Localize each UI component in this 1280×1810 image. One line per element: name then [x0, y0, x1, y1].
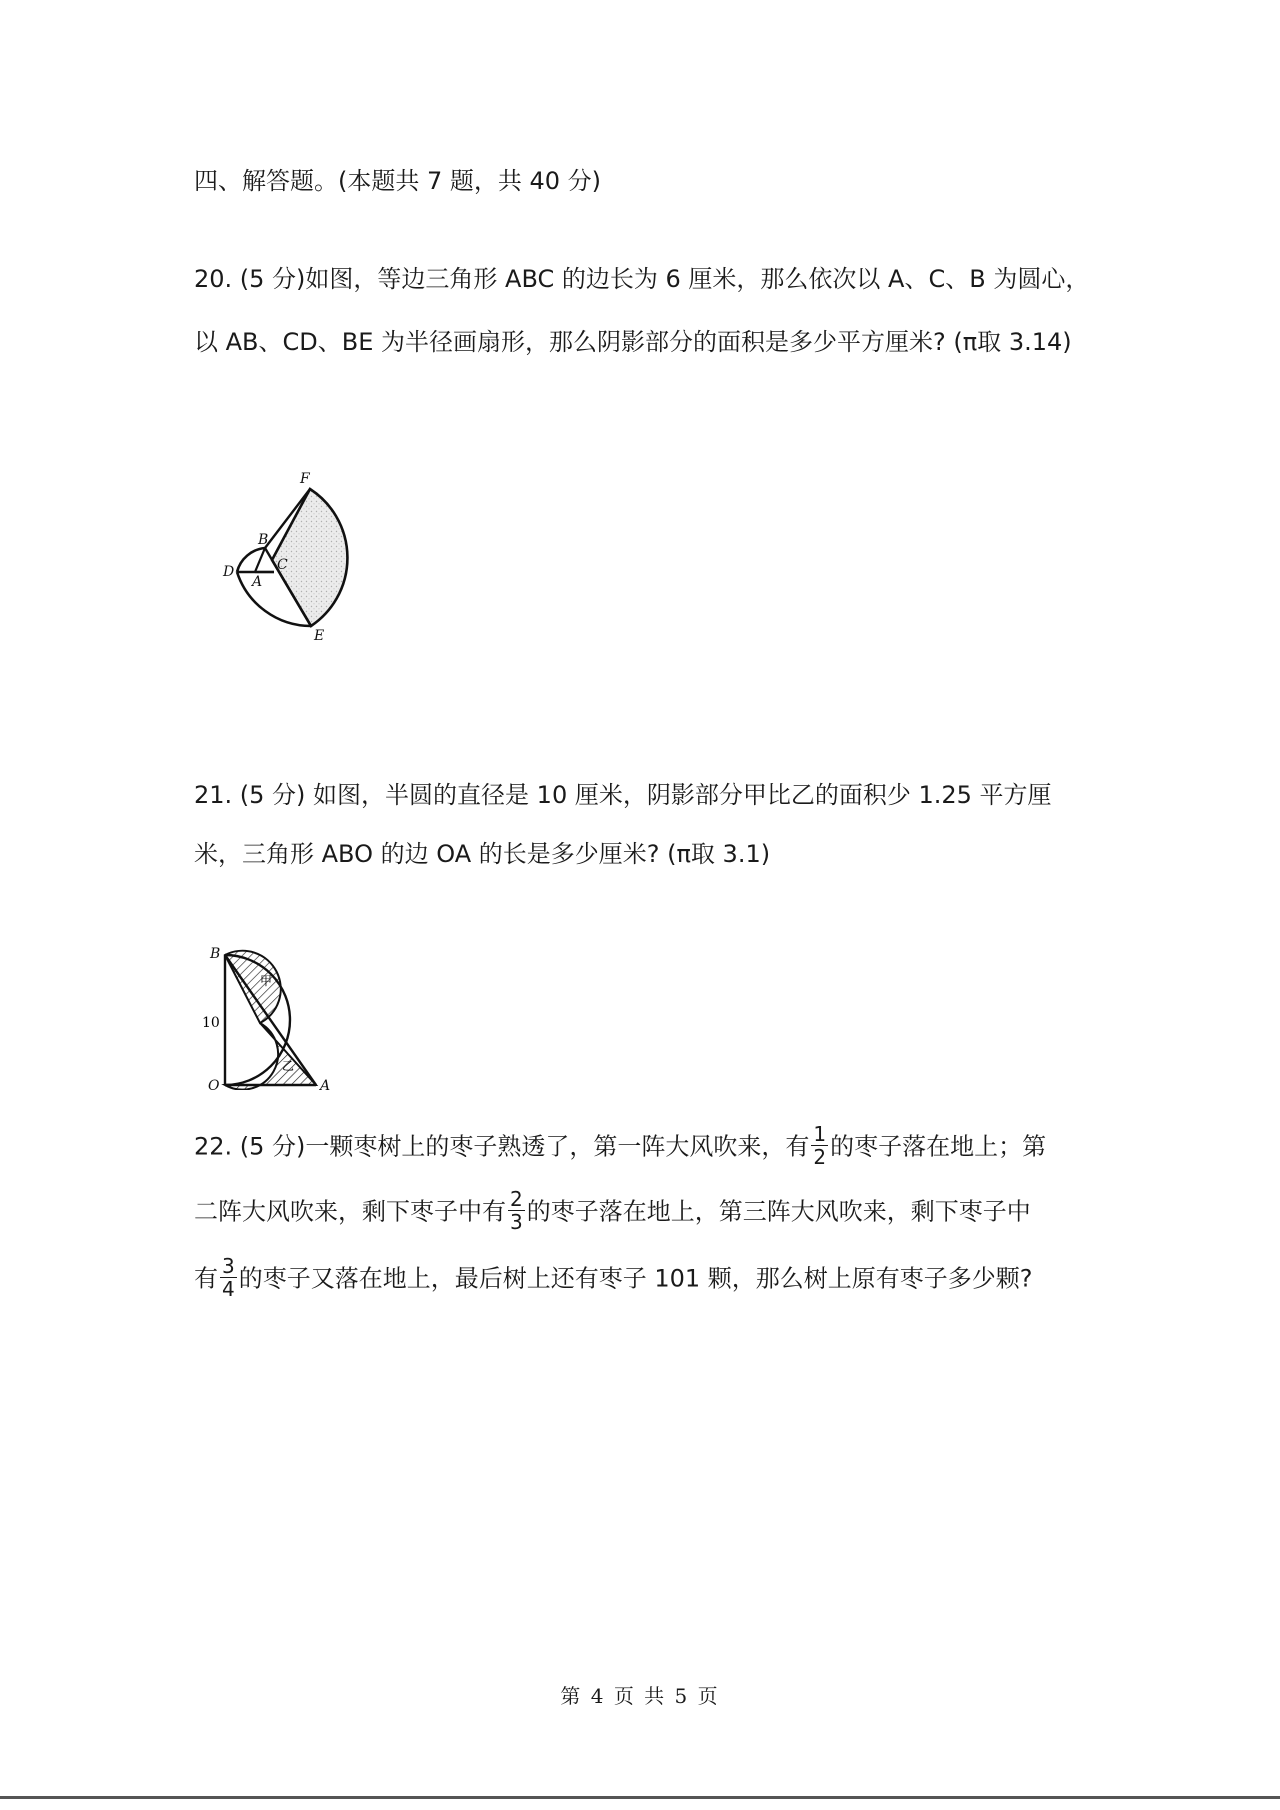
- q22-frac-1-num: 1: [813, 1122, 827, 1146]
- q20-text-line-2: 以 AB、CD、BE 为半径画扇形，那么阴影部分的面积是多少平方厘米? (π取 3.14): [194, 328, 1072, 356]
- bottom-border: [0, 1796, 1280, 1799]
- q20-label-c: C: [277, 557, 288, 573]
- q22-line-3-part-a: 有: [194, 1264, 218, 1293]
- q22-line-2-part-a: 二阵大风吹来，剩下枣子中有: [194, 1197, 506, 1226]
- q22-fraction-2: [508, 1188, 525, 1233]
- q20-text-line-1: 20. (5 分)如图，等边三角形 ABC 的边长为 6 厘米，那么依次以 A、C、B 为圆心，: [194, 265, 1090, 293]
- q20-label-a: A: [252, 574, 263, 590]
- q21-text-line-1: 21. (5 分) 如图，半圆的直径是 10 厘米，阴影部分甲比乙的面积少 1.25 平方厘: [194, 781, 1052, 809]
- q22-frac-2-num: 2: [510, 1187, 523, 1211]
- q20-label-e: E: [314, 628, 325, 644]
- q21-label-o: O: [208, 1078, 220, 1090]
- q22-fraction-3: [220, 1255, 237, 1300]
- q22-text-line-2: [194, 1187, 1031, 1235]
- q22-line-3-part-b: 的枣子又落在地上，最后树上还有枣子 101 颗，那么树上原有枣子多少颗?: [238, 1264, 1033, 1293]
- q20-label-b: B: [258, 532, 269, 548]
- q20-figure: [200, 465, 370, 650]
- section-title: 四、解答题。(本题共 7 题，共 40 分): [194, 167, 602, 195]
- q20-label-f: F: [300, 471, 310, 487]
- q22-text-line-1: [194, 1122, 1047, 1170]
- q22-fraction-1: [811, 1123, 828, 1168]
- q21-text-line-2: 米，三角形 ABO 的边 OA 的长是多少厘米? (π取 3.1): [194, 840, 771, 868]
- q21-label-jia: 甲: [260, 974, 273, 988]
- q22-frac-2-den: 3: [510, 1210, 523, 1234]
- q21-label-yi: 乙: [282, 1059, 295, 1073]
- page-footer: 第 4 页 共 5 页: [560, 1684, 720, 1708]
- q21-figure: [198, 940, 348, 1090]
- q20-label-d: D: [223, 564, 235, 580]
- q22-line-1-part-b: 的枣子落在地上；第: [830, 1132, 1047, 1161]
- q22-frac-3-den: 4: [222, 1277, 235, 1301]
- q21-region-yi: [225, 1023, 316, 1090]
- q22-text-line-3: [194, 1254, 1033, 1302]
- q21-label-b: B: [210, 946, 221, 962]
- q20-line-ab: [255, 548, 265, 572]
- q22-frac-1-den: 2: [813, 1145, 827, 1169]
- q22-line-2-part-b: 的枣子落在地上，第三阵大风吹来，剩下枣子中: [526, 1197, 1031, 1226]
- q21-label-a: A: [320, 1078, 331, 1090]
- q21-label-10: 10: [202, 1015, 220, 1031]
- q22-line-1-part-a: 22. (5 分)一颗枣树上的枣子熟透了，第一阵大风吹来，有: [194, 1132, 810, 1161]
- q22-frac-3-num: 3: [222, 1254, 235, 1278]
